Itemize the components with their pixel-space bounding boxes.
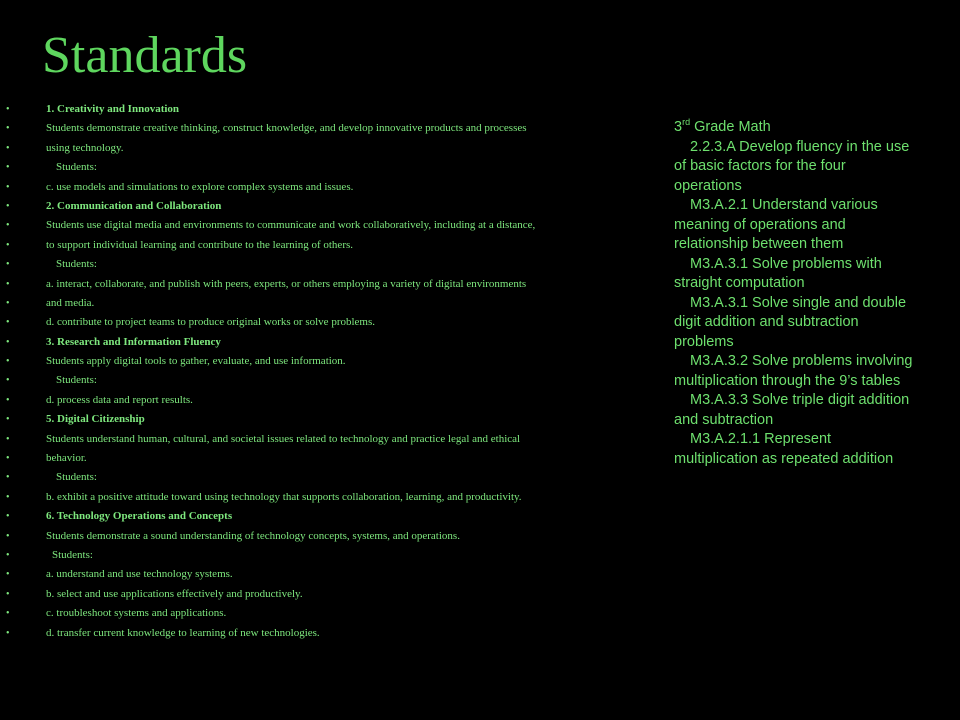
list-item-text: to support individual learning and contribute to the learning of others. (46, 238, 354, 251)
bullet-icon: • (6, 588, 10, 600)
bullet-icon: • (6, 239, 10, 251)
list-item (0, 410, 660, 429)
list-item-text: 1. Creativity and Innovation (46, 103, 180, 115)
math-standard-item: 2.2.3.A Develop fluency in the use of basic factors for the four operations (674, 138, 910, 194)
list-item-text: a. interact, collaborate, and publish with peers, experts, or others employing a variety of digital environments (46, 277, 527, 290)
bullet-icon: • (6, 627, 10, 639)
math-standard-item: M3.A.3.3 Solve triple digit addition and subtraction (674, 392, 910, 428)
bullet-icon: • (6, 511, 10, 523)
list-item (0, 333, 660, 352)
list-item (0, 604, 660, 623)
bullet-icon: • (6, 394, 10, 406)
bullet-icon: • (6, 472, 10, 484)
list-item-text: Students understand human, cultural, and societal issues related to technology and practice legal and ethical (46, 432, 521, 445)
math-standard-item: M3.A.3.2 Solve problems involving multiplication through the 9’s tables (674, 353, 913, 389)
list-item-text: 6. Technology Operations and Concepts (46, 510, 233, 523)
bullet-icon: • (6, 181, 10, 193)
math-standard-item: M3.A.3.1 Solve problems with straight computation (674, 255, 882, 291)
bullet-icon: • (6, 317, 10, 329)
list-item-text: c. use models and simulations to explore complex systems and issues. (46, 180, 354, 193)
bullet-icon: • (6, 123, 10, 135)
grade-heading-number: 3 (674, 119, 683, 135)
bullet-icon: • (6, 433, 10, 445)
list-item-text: d. process data and report results. (46, 393, 193, 406)
list-item-text: Students demonstrate a sound understanding of technology concepts, systems, and operations. (46, 529, 460, 542)
bullet-icon: • (6, 491, 10, 503)
math-standards-list (674, 138, 914, 470)
list-item-text: 2. Communication and Collaboration (46, 199, 222, 212)
list-item (0, 255, 660, 274)
list-item (0, 507, 660, 526)
list-item-text: c. troubleshoot systems and applications. (46, 607, 227, 620)
list-item-text: d. transfer current knowledge to learning of new technologies. (46, 626, 320, 639)
standards-list (0, 100, 660, 643)
bullet-icon: • (6, 142, 10, 154)
list-item-text: Students use digital media and environments to communicate and work collaboratively, including at a distance, (46, 219, 536, 232)
bullet-icon: • (6, 453, 10, 465)
list-item (0, 100, 660, 119)
math-standard-item: M3.A.2.1.1 Represent multiplication as repeated addition (674, 431, 894, 467)
grade-heading (674, 118, 914, 138)
list-item (0, 468, 660, 487)
bullet-icon: • (6, 375, 10, 387)
page-title: Standards (42, 27, 248, 84)
list-item (0, 371, 660, 390)
bullet-icon: • (6, 569, 10, 581)
list-item (0, 488, 660, 507)
bullet-icon: • (6, 104, 10, 115)
list-item (0, 449, 660, 468)
math-standard-item: M3.A.2.1 Understand various meaning of operations and relationship between them (674, 197, 878, 252)
list-item-text: and media. (46, 296, 95, 309)
list-item (0, 236, 660, 255)
list-item (0, 216, 660, 235)
bullet-icon: • (6, 608, 10, 620)
list-item-text: Students: (56, 161, 97, 174)
list-item (0, 197, 660, 216)
bullet-icon: • (6, 336, 10, 348)
list-item (0, 391, 660, 410)
list-item-text: Students: (56, 471, 97, 484)
list-item (0, 546, 660, 565)
list-item (0, 313, 660, 332)
bullet-icon: • (6, 220, 10, 232)
list-item-text: using technology. (46, 141, 124, 154)
list-item-text: behavior. (46, 452, 87, 465)
list-item-text: 3. Research and Information Fluency (46, 335, 221, 348)
bullet-icon: • (6, 549, 10, 561)
list-item (0, 139, 660, 158)
list-item (0, 275, 660, 294)
list-item-text: a. understand and use technology systems. (46, 568, 233, 581)
list-item-text: 5. Digital Citizenship (46, 413, 145, 426)
list-item (0, 565, 660, 584)
list-item (0, 119, 660, 138)
grade-heading-suffix: rd (682, 117, 691, 128)
list-item-text: Students demonstrate creative thinking, construct knowledge, and develop innovative products and processes (46, 122, 527, 135)
list-item-text: Students: (56, 258, 97, 271)
list-item (0, 585, 660, 604)
list-item (0, 624, 660, 643)
list-item (0, 178, 660, 197)
list-item-text: Students: (56, 374, 97, 387)
list-item (0, 352, 660, 371)
list-item-text: b. exhibit a positive attitude toward using technology that supports collaboration, learning, and productivity. (46, 490, 522, 503)
list-item-text: Students: (52, 548, 93, 561)
list-item (0, 430, 660, 449)
math-standard-item: M3.A.3.1 Solve single and double digit addition and subtraction problems (674, 294, 907, 350)
bullet-icon: • (6, 162, 10, 174)
bullet-icon: • (6, 356, 10, 368)
bullet-icon: • (6, 530, 10, 542)
list-item (0, 527, 660, 546)
list-item-text: b. select and use applications effectively and productively. (46, 587, 303, 600)
grade-heading-label: Grade Math (690, 119, 771, 135)
list-item-text: Students apply digital tools to gather, evaluate, and use information. (46, 355, 346, 368)
bullet-icon: • (6, 200, 10, 212)
grade-math-panel (674, 118, 914, 469)
bullet-icon: • (6, 414, 10, 426)
list-item (0, 294, 660, 313)
list-item-text: d. contribute to project teams to produce original works or solve problems. (46, 316, 376, 329)
bullet-icon: • (6, 259, 10, 271)
bullet-icon: • (6, 278, 10, 290)
bullet-icon: • (6, 297, 10, 309)
list-item (0, 158, 660, 177)
